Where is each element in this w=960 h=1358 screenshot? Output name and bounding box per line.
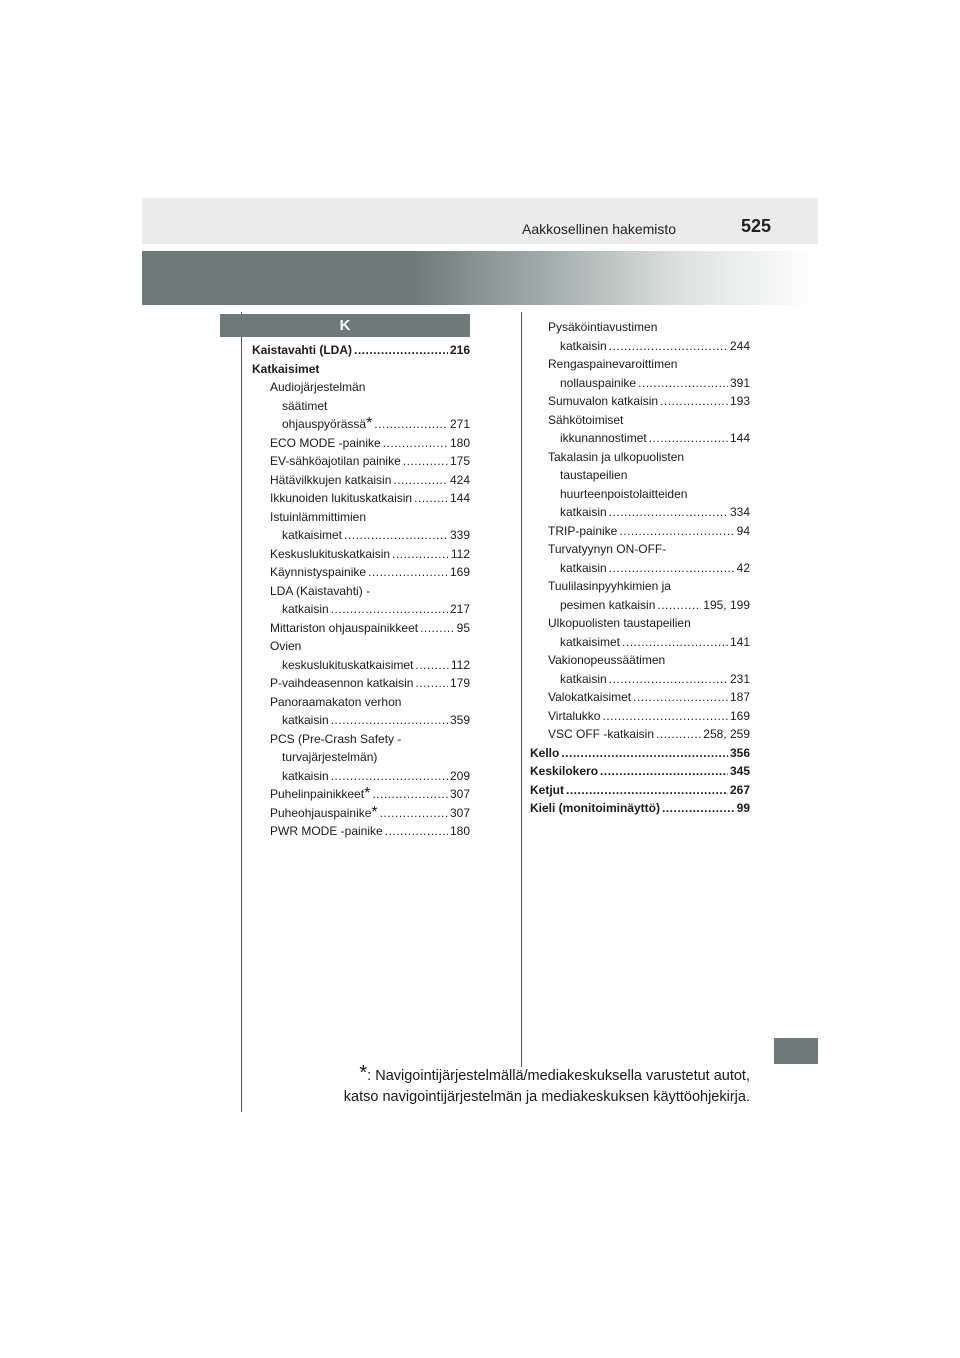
leader-dots (403, 452, 448, 471)
leader-dots (331, 600, 448, 619)
leader-dots (331, 711, 448, 730)
index-entry-page: 391 (729, 375, 750, 390)
index-entry-text: katkaisin (560, 560, 607, 575)
leader-dots (638, 374, 728, 393)
index-entry-page: 94 (736, 523, 750, 538)
index-entry-text: Panoraamakaton verhon (270, 694, 402, 709)
index-entry-text: katkaisin (282, 602, 329, 616)
index-entry (530, 596, 750, 615)
index-entry-text: katkaisin (282, 713, 329, 727)
index-entry (530, 559, 750, 578)
index-entry-text: Ovien (270, 639, 302, 653)
index-entry-page: 99 (736, 801, 750, 815)
index-entry (530, 725, 750, 744)
index-entry-text: Ketjut (530, 782, 564, 797)
index-entry (252, 378, 470, 397)
index-entry-text: keskuslukituskatkaisimet (282, 657, 414, 672)
index-entry-page: 95 (456, 620, 470, 635)
index-entry-page: 334 (729, 505, 750, 519)
index-entry-text: Mittariston ohjauspainikkeet (270, 620, 419, 635)
index-entry-page: 141 (729, 634, 750, 649)
leader-dots (609, 337, 728, 356)
index-entry (530, 466, 750, 485)
index-entry (530, 744, 750, 763)
index-entry (530, 670, 750, 689)
leader-dots (633, 688, 728, 707)
leader-dots (415, 656, 448, 675)
index-entry-page: 244 (729, 338, 750, 353)
index-column-left (252, 341, 470, 841)
leader-dots (354, 341, 448, 360)
leader-dots (420, 619, 455, 638)
index-entry-page: 231 (729, 671, 750, 686)
index-entry-text: Kello (530, 745, 560, 760)
index-entry-text: Valokatkaisimet (548, 690, 632, 704)
index-entry (252, 452, 470, 471)
index-entry-text: Rengaspainevaroittimen (548, 357, 678, 371)
index-entry-text: Audiojärjestelmän (270, 380, 366, 394)
leader-dots (662, 799, 735, 818)
footnote-line-1 (300, 1062, 750, 1087)
index-entry-page: 144 (729, 431, 750, 445)
index-entry-text: katkaisimet (282, 528, 343, 542)
index-entry (530, 651, 750, 670)
index-entry-text: Takalasin ja ulkopuolisten (548, 449, 685, 464)
index-entry-text: Istuinlämmittimien (270, 509, 367, 524)
leader-dots (602, 707, 727, 726)
index-entry (530, 448, 750, 467)
index-entry-text: taustapeilien (560, 468, 628, 482)
index-entry-text: Keskuslukituskatkaisin (270, 546, 391, 561)
index-entry (252, 748, 470, 767)
index-entry-page: 424 (449, 472, 470, 487)
leader-dots (660, 392, 728, 411)
index-entry-text: Ulkopuolisten taustapeilien (548, 616, 691, 630)
index-entry: ohjauspyörässä * ..... 271 (252, 415, 470, 434)
leader-dots (609, 503, 728, 522)
index-entry-page: 356 (729, 745, 750, 760)
index-entry-text: Pysäköintiavustimen (548, 320, 658, 334)
index-entry-text: Vakionopeussäätimen (548, 653, 666, 667)
index-entry-text: ikkunannostimet (560, 431, 647, 445)
leader-dots (649, 429, 728, 448)
index-entry (530, 503, 750, 522)
leader-dots (657, 596, 701, 615)
index-entry (252, 489, 470, 508)
index-entry-text: Keskilokero (530, 764, 599, 778)
leader-dots (374, 415, 448, 434)
index-entry-text: katkaisin (282, 768, 329, 783)
index-entry (530, 707, 750, 726)
index-entry (252, 526, 470, 545)
index-entry-page: 144 (449, 491, 470, 505)
index-entry-page: 193 (729, 394, 750, 408)
leader-dots (414, 489, 448, 508)
index-entry-page: 345 (729, 764, 750, 778)
index-entry (530, 337, 750, 356)
index-entry-text: Turvatyynyn ON-OFF- (548, 542, 667, 556)
index-entry (530, 374, 750, 393)
leader-dots (619, 522, 734, 541)
index-entry-page: 217 (449, 602, 470, 616)
index-entry (530, 762, 750, 781)
index-entry (530, 799, 750, 818)
index-entry-text: ohjauspyörässä (282, 417, 367, 431)
index-entry-page: 267 (729, 782, 750, 797)
index-entry (252, 730, 470, 749)
leader-dots (385, 822, 448, 841)
leader-dots (393, 471, 448, 490)
index-entry-text: turvajärjestelmän) (282, 750, 378, 764)
index-entry-text: Ikkunoiden lukituskatkaisin (270, 491, 413, 505)
leader-dots (383, 434, 448, 453)
index-entry (252, 767, 470, 786)
index-entry (252, 508, 470, 527)
index-entry-page: 180 (449, 824, 470, 838)
index-entry-text: katkaisin (560, 338, 607, 353)
leader-dots (622, 633, 728, 652)
index-entry-text: Sumuvalon katkaisin (548, 394, 659, 408)
index-entry-text: Kieli (monitoiminäyttö) (530, 801, 660, 815)
leader-dots (609, 670, 728, 689)
index-entry-page: 187 (729, 690, 750, 704)
index-entry-page: 180 (449, 435, 470, 450)
header-bar (142, 198, 818, 244)
left-rule (241, 312, 242, 1112)
index-entry-text: VSC OFF -katkaisin (548, 727, 655, 741)
column-divider (521, 312, 522, 1067)
index-entry (530, 355, 750, 374)
index-entry-page: 42 (736, 560, 750, 575)
index-entry (252, 600, 470, 619)
index-entry-page: 195, 199 (703, 597, 750, 612)
index-entry-page: 209 (449, 768, 470, 783)
index-entry (252, 822, 470, 841)
index-entry-page: 112 (450, 657, 470, 672)
index-entry: Puhelinpainikkeet * ..... 307 (252, 785, 470, 804)
index-entry-page: 216 (449, 343, 470, 357)
index-entry-page: 271 (449, 417, 470, 431)
index-entry-text: pesimen katkaisin (560, 597, 656, 612)
leader-dots (566, 781, 728, 800)
leader-dots (415, 674, 448, 693)
index-entry-page: 339 (449, 528, 470, 542)
index-entry-page: 175 (449, 454, 470, 468)
index-entry (252, 360, 470, 379)
footnote-star: * (359, 1062, 368, 1084)
index-entry (252, 711, 470, 730)
index-entry (530, 411, 750, 430)
index-entry (530, 781, 750, 800)
index-entry (530, 614, 750, 633)
footnote (300, 1062, 750, 1108)
index-entry-text: PWR MODE -painike (270, 824, 383, 838)
index-entry-page: 258, 259 (703, 727, 750, 741)
index-entry-page: 112 (450, 546, 470, 561)
index-entry-page: 169 (449, 565, 470, 579)
leader-dots (372, 785, 448, 804)
index-entry-text: PCS (Pre-Crash Safety - (270, 731, 402, 746)
index-entry-text: säätimet (282, 398, 328, 413)
index-entry (252, 545, 470, 564)
index-entry-text: ECO MODE -painike (270, 435, 381, 450)
index-entry-text: TRIP-painike (548, 523, 618, 538)
index-entry-text: Katkaisimet (252, 361, 320, 376)
chapter-tab (774, 1038, 818, 1064)
leader-dots (561, 744, 728, 763)
index-entry-text: katkaisin (560, 505, 607, 519)
index-entry (530, 522, 750, 541)
leader-dots (600, 762, 728, 781)
index-entry-page: 307 (449, 787, 470, 801)
index-entry (530, 318, 750, 337)
index-entry (252, 471, 470, 490)
index-entry-text: Hätävilkkujen katkaisin (270, 472, 392, 487)
index-entry-text: katkaisimet (560, 634, 621, 649)
index-entry-text: Puhelinpainikkeet (270, 787, 365, 801)
index-entry-page: 179 (449, 676, 470, 690)
index-entry-text: Käynnistyspainike (270, 565, 367, 579)
index-entry (252, 397, 470, 416)
page-number: 525 (741, 216, 772, 236)
index-entry (530, 688, 750, 707)
footnote-text-1: : Navigointijärjestelmällä/mediakeskuksella varustetut autot, (367, 1068, 750, 1084)
index-entry (252, 693, 470, 712)
leader-dots (368, 563, 448, 582)
footnote-line-2: katso navigointijärjestelmän ja mediakeskuksen käyttöohjekirja. (343, 1089, 750, 1105)
leader-dots (609, 559, 735, 578)
index-entry (530, 540, 750, 559)
index-entry-text: Kaistavahti (LDA) (252, 343, 353, 357)
index-entry (252, 563, 470, 582)
index-entry (252, 341, 470, 360)
index-entry-text: Virtalukko (548, 708, 601, 723)
index-entry-text: LDA (Kaistavahti) - (270, 583, 371, 598)
index-entry-text: Puheohjauspainike (270, 805, 372, 820)
index-entry (252, 582, 470, 601)
index-entry (530, 392, 750, 411)
index-entry (530, 633, 750, 652)
leader-dots (392, 545, 449, 564)
index-entry-page: 169 (729, 708, 750, 723)
index-column-right (530, 318, 750, 818)
index-entry: Puheohjauspainike * ..... 307 (252, 804, 470, 823)
index-entry (530, 577, 750, 596)
index-entry-text: Sähkötoimiset (548, 412, 624, 427)
index-entry (252, 674, 470, 693)
leader-dots (656, 725, 701, 744)
index-entry (252, 619, 470, 638)
index-entry-page: 307 (449, 805, 470, 820)
index-entry-text: huurteenpoistolaitteiden (560, 486, 688, 501)
leader-dots (331, 767, 448, 786)
index-entry-text: katkaisin (560, 671, 607, 686)
index-entry-page: 359 (449, 713, 470, 727)
index-entry (530, 429, 750, 448)
index-entry-text: P-vaihdeasennon katkaisin (270, 676, 414, 690)
index-entry (530, 485, 750, 504)
index-entry-text: Tuulilasinpyyhkimien ja (548, 579, 671, 593)
leader-dots (344, 526, 448, 545)
page-title: Aakkosellinen hakemisto (522, 221, 677, 237)
index-entry-text: EV-sähköajotilan painike (270, 454, 401, 468)
index-entry (252, 637, 470, 656)
leader-dots (380, 804, 448, 823)
index-entry-text: nollauspainike (560, 375, 637, 390)
index-entry (252, 656, 470, 675)
section-letter: K (220, 314, 470, 337)
decorative-band (142, 251, 818, 305)
index-entry (252, 434, 470, 453)
